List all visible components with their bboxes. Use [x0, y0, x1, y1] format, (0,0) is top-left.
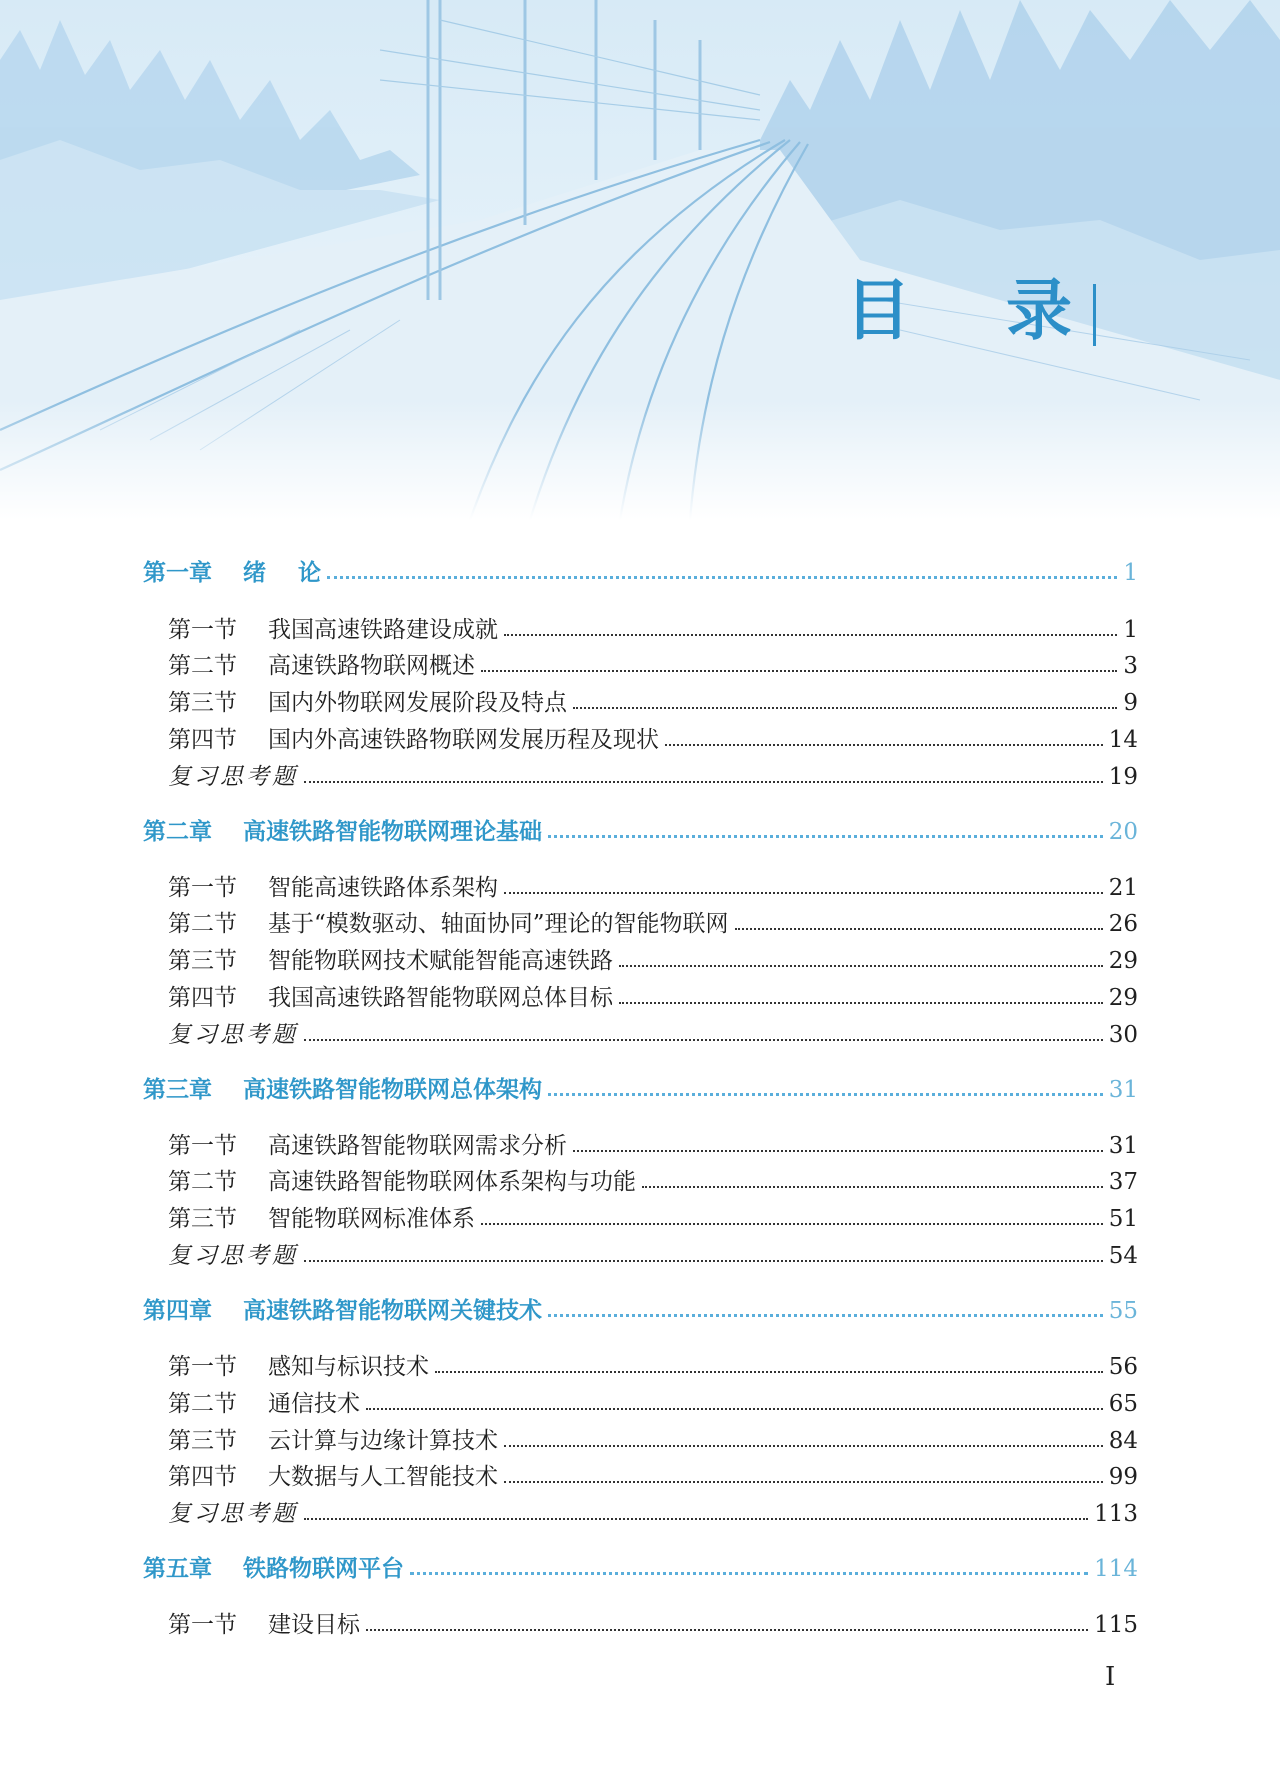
- toc-chapter-entry[interactable]: [143, 562, 1138, 585]
- toc-entry-title: 高速铁路智能物联网总体架构: [243, 1077, 542, 1103]
- toc-section-entry[interactable]: [168, 1466, 1138, 1489]
- toc-entry-label: 第一节: [168, 617, 237, 643]
- toc-entry-label: 第四节: [168, 985, 237, 1011]
- toc-entry-page-number: 115: [1094, 1612, 1138, 1638]
- toc-dot-leader: [504, 634, 1117, 636]
- toc-entry-label: 第三节: [168, 690, 237, 716]
- toc-dot-leader: [504, 1481, 1103, 1483]
- toc-dot-leader: [735, 928, 1103, 930]
- toc-entry-page-number: 113: [1094, 1501, 1138, 1527]
- toc-chapter-entry[interactable]: [143, 1558, 1138, 1581]
- toc-entry-label: 第四节: [168, 727, 237, 753]
- railway-banner-illustration: [0, 0, 1280, 520]
- toc-entry-title: 基于“模数驱动、轴面协同”理论的智能物联网: [268, 911, 729, 937]
- toc-entry-page-number: 29: [1108, 985, 1138, 1011]
- toc-entry-label: 第一章: [143, 560, 212, 586]
- toc-heading: [845, 272, 1072, 349]
- toc-section-entry[interactable]: [168, 729, 1138, 752]
- toc-entry-page-number: 30: [1108, 1022, 1138, 1048]
- toc-review-entry[interactable]: [168, 766, 1138, 789]
- toc-entry-title: 复习思考题: [168, 1022, 298, 1048]
- toc-entry-label: 第一节: [168, 875, 237, 901]
- toc-dot-leader: [665, 744, 1103, 746]
- toc-entry-title: 智能物联网标准体系: [268, 1206, 475, 1232]
- toc-dot-leader: [548, 835, 1103, 838]
- toc-entry-label: 第四章: [143, 1298, 212, 1324]
- toc-entry-page-number: 31: [1108, 1133, 1138, 1159]
- toc-entry-label: 第二节: [168, 1169, 237, 1195]
- toc-entry-title: 我国高速铁路智能物联网总体目标: [268, 985, 613, 1011]
- toc-entry-title: 高速铁路智能物联网理论基础: [243, 819, 542, 845]
- toc-section-entry[interactable]: [168, 1135, 1138, 1158]
- toc-heading-char1: 目: [845, 272, 911, 349]
- toc-section-entry[interactable]: [168, 987, 1138, 1010]
- toc-entry-title: 复习思考题: [168, 1501, 298, 1527]
- toc-entry-label: 第一节: [168, 1133, 237, 1159]
- toc-review-entry[interactable]: [168, 1024, 1138, 1047]
- toc-section-entry[interactable]: [168, 1356, 1138, 1379]
- toc-entry-title: 智能高速铁路体系架构: [268, 875, 498, 901]
- toc-dot-leader: [327, 576, 1117, 579]
- toc-entry-page-number: 29: [1108, 948, 1138, 974]
- toc-dot-leader: [366, 1629, 1088, 1631]
- toc-entry-page-number: 99: [1108, 1464, 1138, 1490]
- toc-dot-leader: [619, 1002, 1103, 1004]
- toc-section-entry[interactable]: [168, 655, 1138, 678]
- toc-entry-title: 通信技术: [268, 1391, 360, 1417]
- toc-section-entry[interactable]: [168, 1430, 1138, 1453]
- toc-entry-page-number: 31: [1108, 1077, 1138, 1103]
- toc-entry-page-number: 19: [1108, 764, 1138, 790]
- toc-entry-title: 高速铁路智能物联网需求分析: [268, 1133, 567, 1159]
- toc-dot-leader: [504, 1445, 1103, 1447]
- toc-section-entry[interactable]: [168, 1208, 1138, 1231]
- toc-entry-title: 我国高速铁路建设成就: [268, 617, 498, 643]
- toc-section-entry[interactable]: [168, 1171, 1138, 1194]
- toc-section-entry[interactable]: [168, 619, 1138, 642]
- toc-entry-title: 大数据与人工智能技术: [268, 1464, 498, 1490]
- toc-entry-title: 建设目标: [268, 1612, 360, 1638]
- toc-entry-title: 云计算与边缘计算技术: [268, 1428, 498, 1454]
- toc-dot-leader: [435, 1371, 1103, 1373]
- toc-entry-page-number: 1: [1123, 617, 1138, 643]
- toc-dot-leader: [619, 965, 1103, 967]
- toc-chapter-entry[interactable]: [143, 1079, 1138, 1102]
- toc-entry-label: 第二节: [168, 653, 237, 679]
- toc-entry-page-number: 114: [1094, 1556, 1138, 1582]
- toc-entry-page-number: 9: [1123, 690, 1138, 716]
- toc-entry-title: 铁路物联网平台: [243, 1556, 404, 1582]
- toc-review-entry[interactable]: [168, 1245, 1138, 1268]
- toc-entry-label: 第一节: [168, 1612, 237, 1638]
- toc-dot-leader: [548, 1093, 1103, 1096]
- toc-entry-label: 第三节: [168, 1428, 237, 1454]
- toc-dot-leader: [481, 670, 1117, 672]
- toc-entry-label: 第三章: [143, 1077, 212, 1103]
- toc-entry-page-number: 84: [1108, 1428, 1138, 1454]
- toc-dot-leader: [304, 1039, 1103, 1041]
- toc-entry-page-number: 51: [1108, 1206, 1138, 1232]
- toc-entry-page-number: 14: [1108, 727, 1138, 753]
- toc-entry-title: 智能物联网技术赋能智能高速铁路: [268, 948, 613, 974]
- toc-entry-title: 国内外高速铁路物联网发展历程及现状: [268, 727, 659, 753]
- toc-entry-title: 绪 论: [243, 560, 322, 586]
- toc-entry-page-number: 20: [1108, 819, 1138, 845]
- toc-entry-title: 国内外物联网发展阶段及特点: [268, 690, 567, 716]
- toc-entry-label: 第二节: [168, 911, 237, 937]
- toc-heading-bar: [1093, 284, 1096, 346]
- toc-section-entry[interactable]: [168, 1614, 1138, 1637]
- toc-dot-leader: [481, 1223, 1103, 1225]
- toc-entry-label: 第三节: [168, 1206, 237, 1232]
- toc-entry-label: 第二章: [143, 819, 212, 845]
- toc-dot-leader: [410, 1572, 1088, 1575]
- toc-section-entry[interactable]: [168, 913, 1138, 936]
- toc-dot-leader: [304, 781, 1103, 783]
- toc-entry-page-number: 21: [1108, 875, 1138, 901]
- toc-entry-label: 第二节: [168, 1391, 237, 1417]
- toc-entry-title: 高速铁路智能物联网关键技术: [243, 1298, 542, 1324]
- toc-entry-label: 第一节: [168, 1354, 237, 1380]
- toc-section-entry[interactable]: [168, 1393, 1138, 1416]
- toc-dot-leader: [573, 707, 1117, 709]
- toc-entry-title: 感知与标识技术: [268, 1354, 429, 1380]
- toc-section-entry[interactable]: [168, 950, 1138, 973]
- toc-entry-title: 复习思考题: [168, 764, 298, 790]
- toc-chapter-entry[interactable]: [143, 821, 1138, 844]
- toc-entry-label: 第三节: [168, 948, 237, 974]
- toc-chapter-entry[interactable]: [143, 1300, 1138, 1323]
- toc-entry-title: 高速铁路物联网概述: [268, 653, 475, 679]
- toc-entry-page-number: 65: [1108, 1391, 1138, 1417]
- toc-entry-title: 复习思考题: [168, 1243, 298, 1269]
- toc-entry-page-number: 1: [1123, 560, 1138, 586]
- toc-entry-page-number: 3: [1123, 653, 1138, 679]
- toc-dot-leader: [304, 1518, 1088, 1520]
- toc-entry-page-number: 55: [1108, 1298, 1138, 1324]
- toc-dot-leader: [573, 1150, 1103, 1152]
- toc-dot-leader: [504, 892, 1103, 894]
- toc-entry-page-number: 26: [1108, 911, 1138, 937]
- toc-section-entry[interactable]: [168, 692, 1138, 715]
- page-number-folio: I: [1105, 1662, 1116, 1692]
- toc-review-entry[interactable]: [168, 1503, 1138, 1526]
- toc-entry-label: 第四节: [168, 1464, 237, 1490]
- toc-entry-page-number: 56: [1108, 1354, 1138, 1380]
- toc-dot-leader: [366, 1408, 1103, 1410]
- toc-entry-label: 第五章: [143, 1556, 212, 1582]
- toc-entry-page-number: 37: [1108, 1169, 1138, 1195]
- toc-entry-title: 高速铁路智能物联网体系架构与功能: [268, 1169, 636, 1195]
- toc-dot-leader: [548, 1314, 1103, 1317]
- toc-section-entry[interactable]: [168, 877, 1138, 900]
- toc-heading-char2: 录: [1006, 272, 1072, 349]
- toc-dot-leader: [304, 1260, 1103, 1262]
- toc-entry-page-number: 54: [1108, 1243, 1138, 1269]
- toc-dot-leader: [642, 1186, 1103, 1188]
